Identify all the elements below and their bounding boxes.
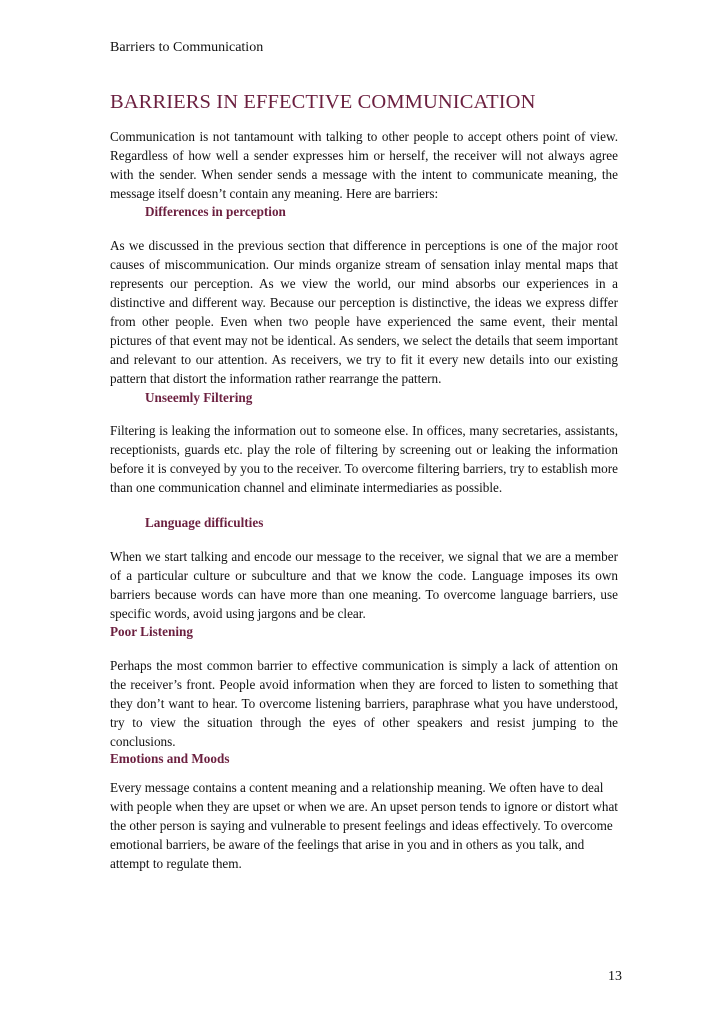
section-body-differences-in-perception: As we discussed in the previous section that difference in perceptions is one of the major root causes of miscommunication. Our minds organize stream of sensation inlay mental maps that represents our perception. As we view the world, our mind absorbs our experiences in a distinctive and different way. Because our perception is distinctive, the ideas we express differ from other people. Even when two people have experienced the same event, their mental pictures of that event may not be identical. As senders, we select the details that seem important and relevant to our attention. As receivers, we try to fit it every new details into our existing pattern that distort the information rather rearrange the pattern.: [110, 238, 618, 386]
section-body-language-difficulties: When we start talking and encode our message to the receiver, we signal that we are a member of a particular culture or subculture and that we know the code. Language imposes its own barriers because words can have more than one meaning. To overcome language barriers, use specific words, avoid using jargons and be clear.: [110, 549, 618, 621]
section-heading-emotions-and-moods: Emotions and Moods: [110, 751, 230, 766]
section-heading-unseemly-filtering: Unseemly Filtering: [145, 390, 253, 405]
intro-paragraph: Communication is not tantamount with talking to other people to accept others point of view. Regardless of how well a sender expresses him or herself, the receiver will not always agree with the sender. When sender sends a message with the intent to communicate meaning, the message itself doesn’t contain any meaning. Here are barriers:: [110, 129, 618, 201]
section-heading-differences-in-perception: Differences in perception: [145, 204, 286, 219]
section-heading-language-difficulties: Language difficulties: [145, 515, 264, 530]
page-number: 13: [608, 969, 622, 984]
section-body-poor-listening: Perhaps the most common barrier to effective communication is simply a lack of attention on the receiver’s front. People avoid information when they are forced to listen to something that they don’t want to hear. To overcome listening barriers, paraphrase what you have understood, try to view the situation through the eyes of other speakers and resist jumping to the conclusions.: [110, 658, 618, 749]
section-heading-poor-listening: Poor Listening: [110, 624, 193, 639]
section-body-emotions-and-moods: Every message contains a content meaning and a relationship meaning. We often have to deal with people when they are upset or when we are. An upset person tends to ignore or distort what the other person is saying and vulnerable to present feelings and ideas effectively. To overcome emotional barriers, be aware of the feelings that arise in you and in others as you talk, and attempt to regulate them.: [110, 780, 618, 871]
running-header: Barriers to Communication: [110, 40, 264, 55]
section-body-unseemly-filtering: Filtering is leaking the information out to someone else. In offices, many secretaries, assistants, receptionists, guards etc. play the role of filtering by screening out or leaking the information before it is conveyed by you to the receiver. To overcome filtering barriers, try to establish more than one communication channel and eliminate intermediaries as possible.: [110, 423, 618, 495]
page-title: BARRIERS IN EFFECTIVE COMMUNICATION: [110, 91, 536, 113]
